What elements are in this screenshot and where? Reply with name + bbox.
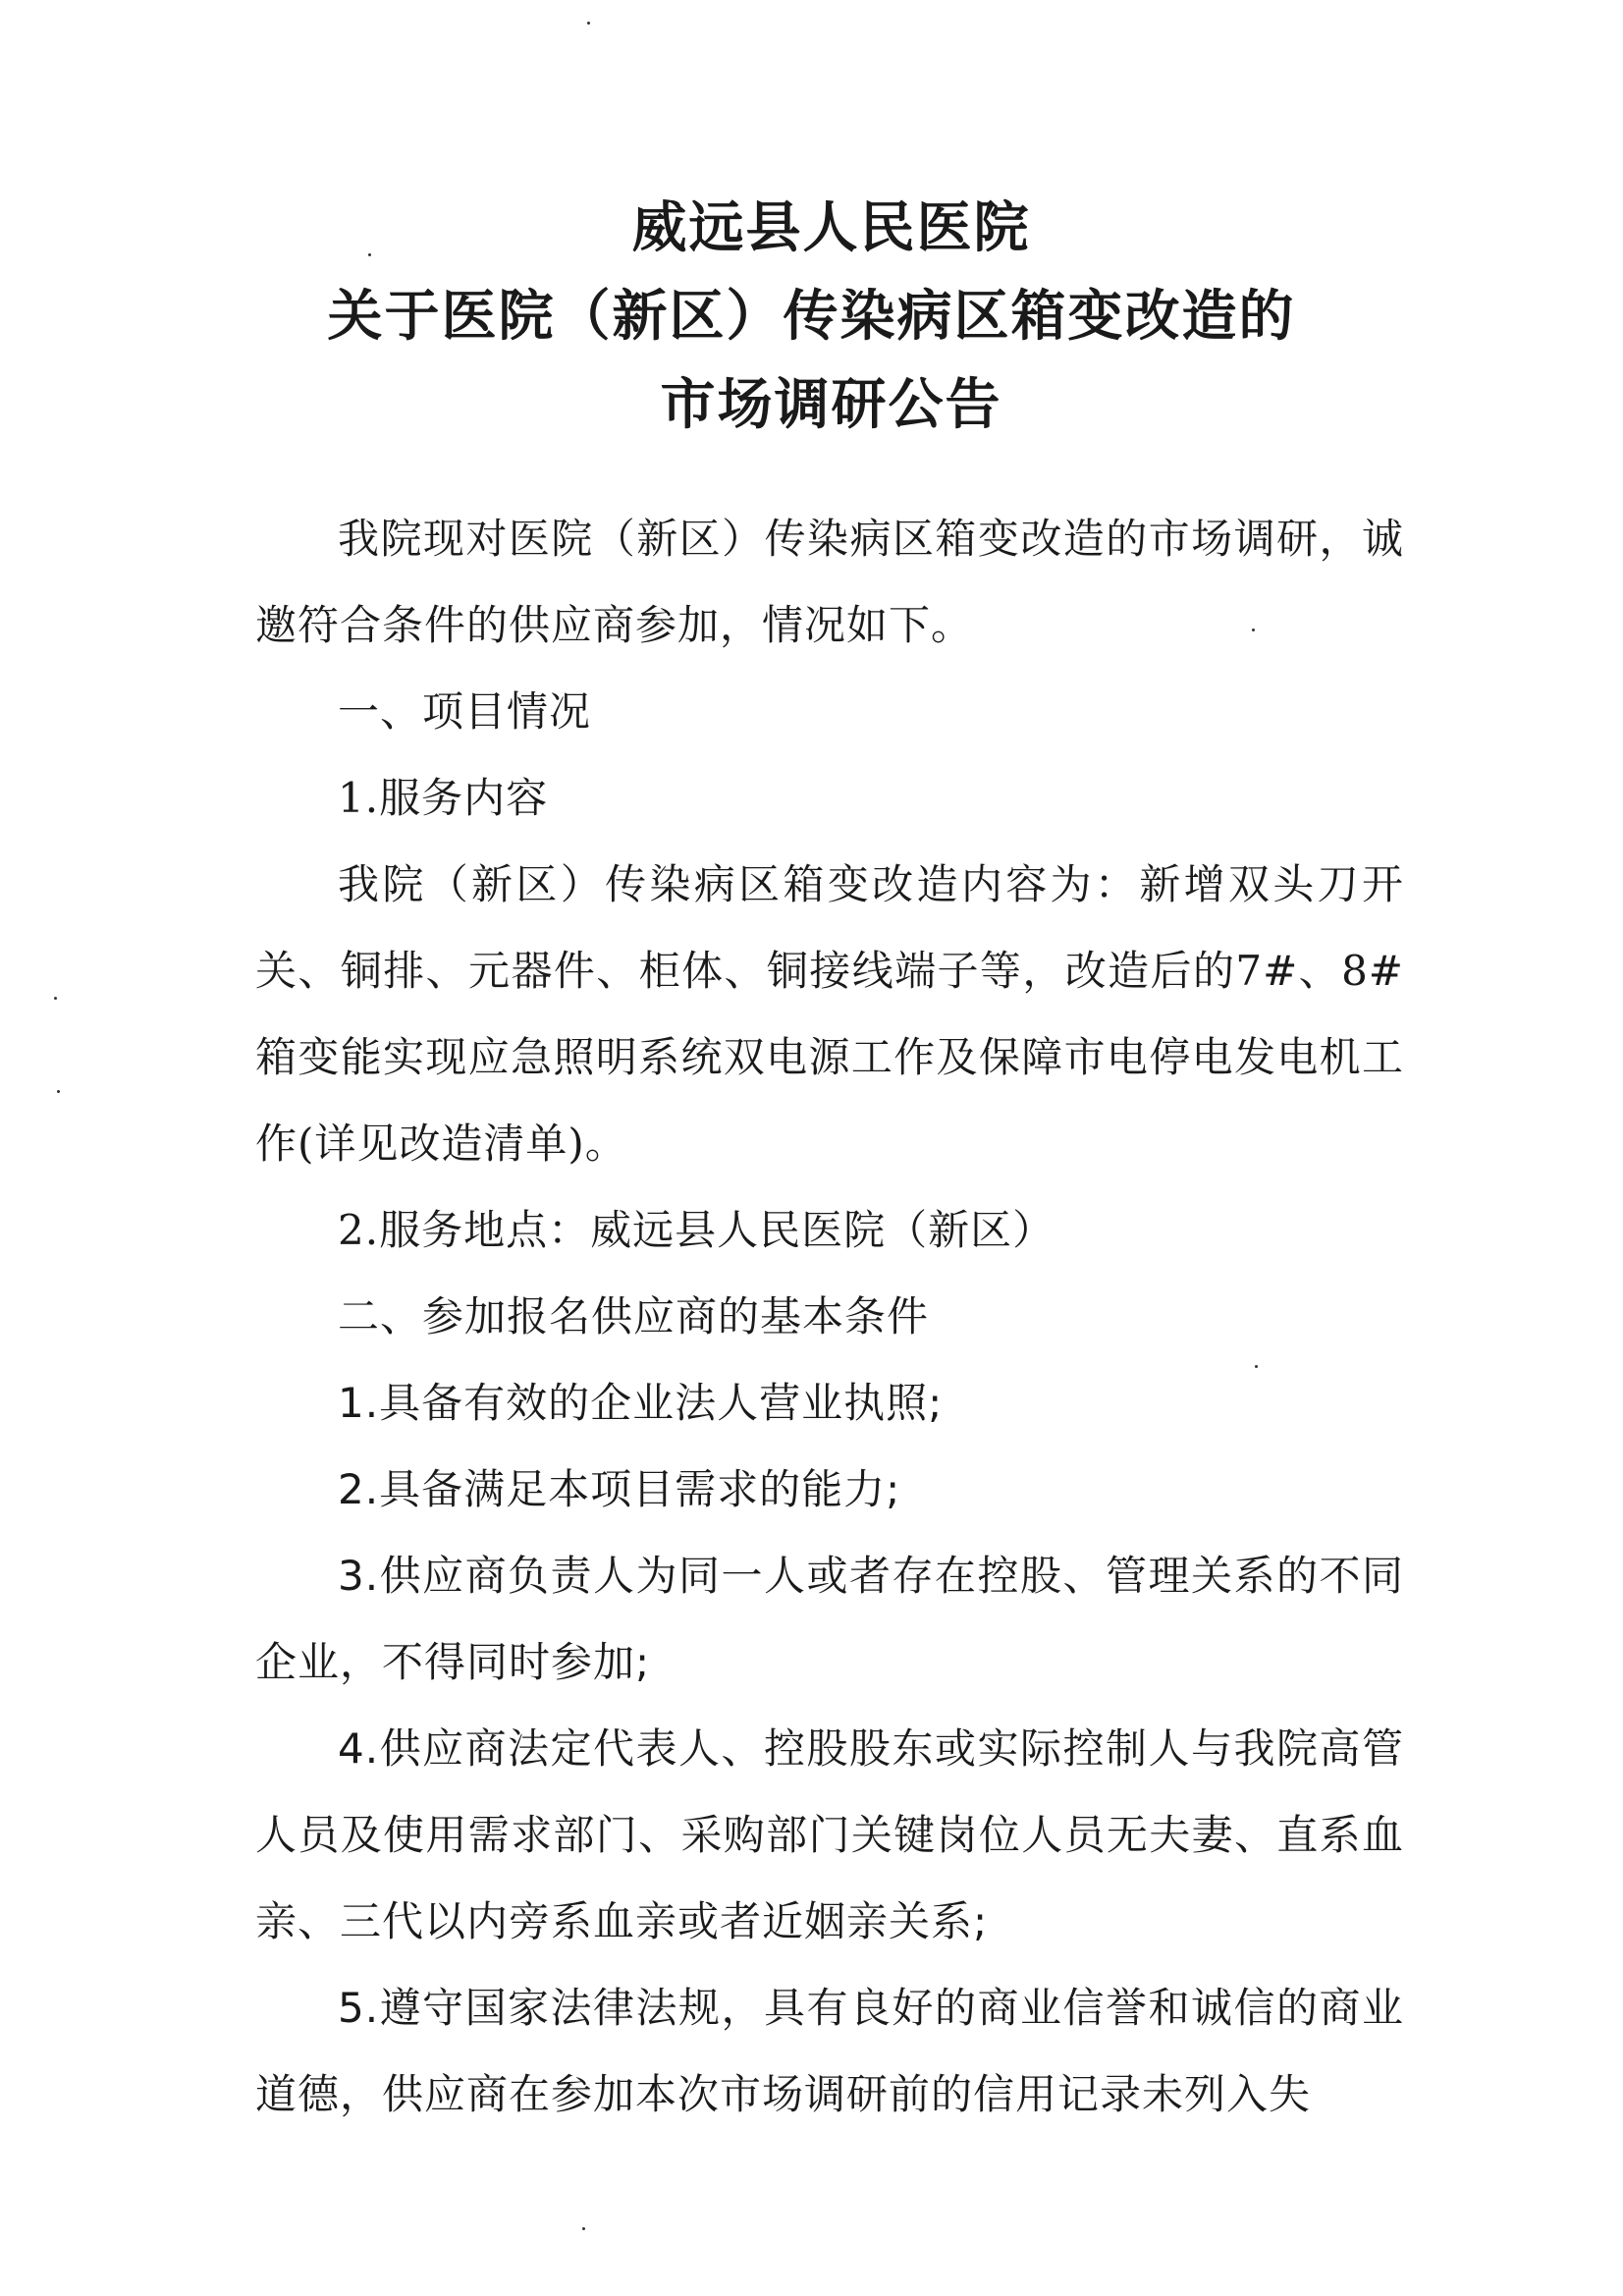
scan-speck [368,253,371,256]
service-location: 2.服务地点：威远县人民医院（新区） [338,1206,1055,1254]
section-heading-project: 一、项目情况 [338,687,592,736]
condition-item: 4.供应商法定代表人、控股股东或实际控制人与我院高管人员及使用需求部门、采购部门关键岗位人员无夫妻、直系血亲、三代以内旁系血亲或者近姻亲关系; [255,1724,1404,1945]
condition-item: 2.具备满足本项目需求的能力; [338,1465,901,1513]
title-line-2: 关于医院（新区）传染病区箱变改造的 [327,285,1296,349]
condition-item: 1.具备有效的企业法人营业执照; [338,1379,944,1427]
condition-item: 3.供应商负责人为同一人或者存在控股、管理关系的不同企业，不得同时参加; [255,1552,1404,1686]
scan-speck [1252,629,1255,631]
scan-speck [587,22,590,25]
scan-speck [54,997,57,1000]
scan-speck [1255,1365,1258,1368]
item-heading-service-content: 1.服务内容 [338,774,549,822]
section-heading-conditions: 二、参加报名供应商的基本条件 [338,1292,930,1340]
title-line-1: 威远县人民医院 [631,196,1031,260]
scan-speck [582,2227,585,2230]
scan-speck [57,1090,60,1093]
service-content-paragraph: 我院（新区）传染病区箱变改造内容为：新增双头刀开关、铜排、元器件、柜体、铜接线端子等，改造后的7#、8#箱变能实现应急照明系统双电源工作及保障市电停电发电机工作(详见改造清单)。 [255,860,1404,1168]
document-body [255,496,1404,2138]
intro-paragraph: 我院现对医院（新区）传染病区箱变改造的市场调研，诚邀符合条件的供应商参加，情况如下。 [255,515,1404,649]
condition-item: 5.遵守国家法律法规，具有良好的商业信誉和诚信的商业道德，供应商在参加本次市场调研前的信用记录未列入失 [255,1984,1404,2118]
title-line-3: 市场调研公告 [660,373,1002,437]
